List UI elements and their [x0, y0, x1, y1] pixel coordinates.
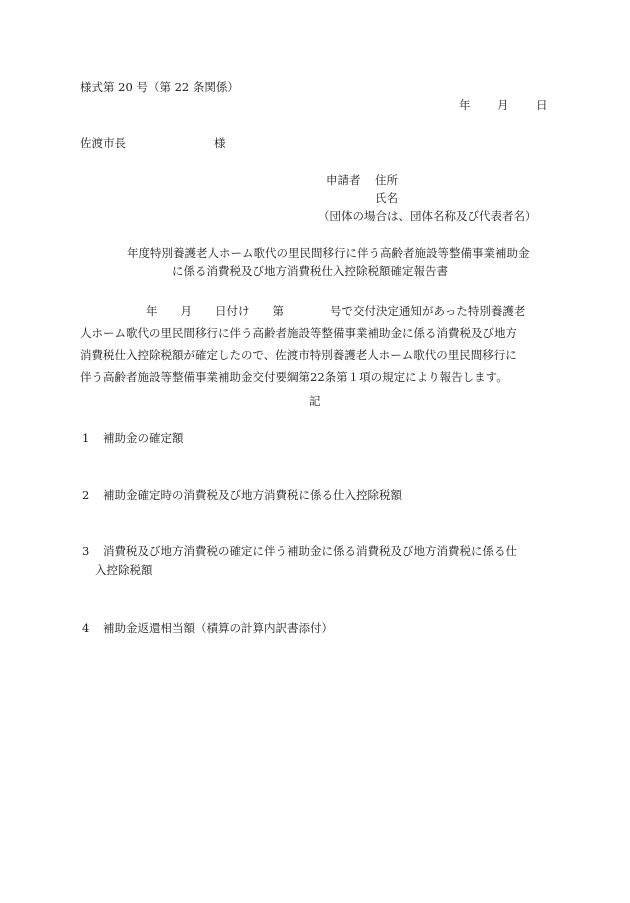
item-number: 1 — [82, 431, 90, 445]
body-paragraph — [80, 300, 552, 388]
item-number: 2 — [82, 488, 90, 502]
date-month-label: 月 — [497, 98, 509, 112]
item-number: 3 — [82, 544, 90, 558]
body-line: 伴う高齢者施設等整備事業補助金交付要綱第22条第１項の規定により報告します。 — [80, 370, 508, 384]
date-year-label: 年 — [459, 98, 471, 112]
body-line: 人ホーム歌代の里民間移行に伴う高齢者施設等整備事業補助金に係る消費税及び地方 — [80, 326, 517, 340]
applicant-address-label: 住所 — [375, 173, 398, 187]
addressee-name: 佐渡市長 — [80, 136, 126, 150]
applicant-label: 申請者 — [326, 173, 361, 187]
item-text-continued: 入控除税額 — [95, 563, 153, 577]
item-number: 4 — [82, 621, 90, 635]
report-title-line2: に係る消費税及び地方消費税仕入控除税額確定報告書 — [172, 264, 448, 278]
item-text: 補助金返還相当額（積算の計算内訳書添付） — [103, 621, 333, 635]
item-text: 消費税及び地方消費税の確定に伴う補助金に係る消費税及び地方消費税に係る仕 — [103, 544, 517, 558]
form-number: 様式第 20 号（第 22 条関係） — [80, 80, 239, 94]
body-line: 消費税仕入控除税額が確定したので、佐渡市特別養護老人ホーム歌代の里民間移行に — [80, 348, 517, 362]
report-title-line1: 年度特別養護老人ホーム歌代の里民間移行に伴う高齢者施設等整備事業補助金 — [127, 246, 530, 260]
body-line: 年 月 日付け 第 号で交付決定通知があった特別養護老 — [146, 304, 526, 318]
item-text: 補助金確定時の消費税及び地方消費税に係る仕入控除税額 — [103, 488, 402, 502]
item-text: 補助金の確定額 — [103, 431, 184, 445]
addressee-honorific: 様 — [214, 136, 226, 150]
applicant-name-label: 氏名 — [375, 191, 398, 205]
date-day-label: 日 — [536, 98, 548, 112]
ki-heading: 記 — [309, 394, 321, 408]
applicant-note: （団体の場合は、団体名称及び代表者名） — [318, 209, 537, 223]
